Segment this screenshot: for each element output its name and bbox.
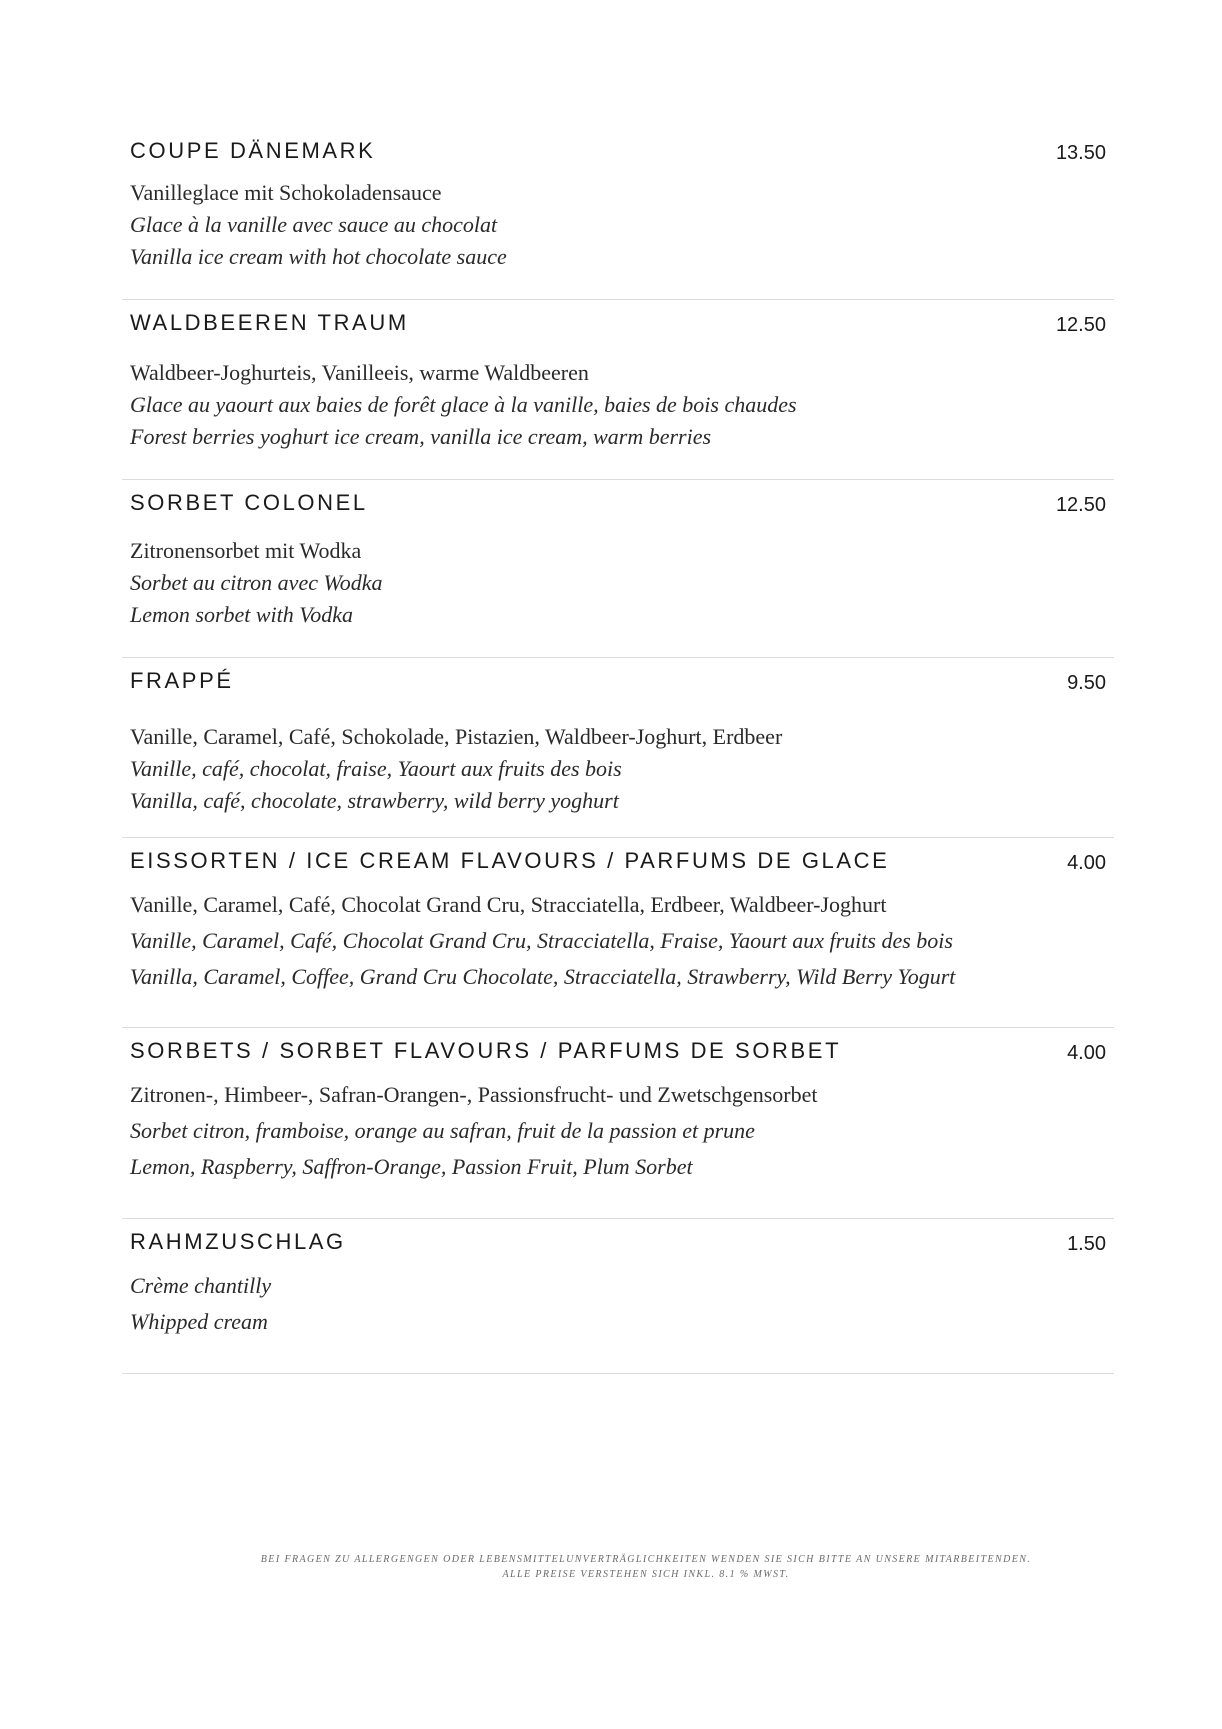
item-description-de: Vanille, Caramel, Café, Schokolade, Pistazien, Waldbeer-Joghurt, Erdbeer <box>130 724 783 749</box>
menu-item-sorbet-flavours <box>122 1028 1114 1219</box>
item-description-en: Vanilla, café, chocolate, strawberry, wild berry yoghurt <box>130 788 619 813</box>
allergen-footer <box>122 1552 1114 1582</box>
item-title: SORBETS / SORBET FLAVOURS / PARFUMS DE SORBET <box>130 1038 842 1063</box>
item-description-fr: Glace à la vanille avec sauce au chocolat <box>130 212 498 237</box>
footer-vat-note: ALLE PREISE VERSTEHEN SICH INKL. 8.1 % MWST. <box>502 1569 790 1580</box>
item-description-fr: Vanille, Caramel, Café, Chocolat Grand Cru, Stracciatella, Fraise, Yaourt aux fruits des bois <box>130 928 953 953</box>
item-title: EISSORTEN / ICE CREAM FLAVOURS / PARFUMS DE GLACE <box>130 848 890 873</box>
item-description-en: Vanilla ice cream with hot chocolate sauce <box>130 244 507 269</box>
menu-item-coupe-daenemark <box>122 128 1114 300</box>
footer-allergen-note: BEI FRAGEN ZU ALLERGENGEN ODER LEBENSMITTELUNVERTRÄGLICHKEITEN WENDEN SIE SICH BITTE AN UNSERE MITARBEITENDEN. <box>260 1554 1032 1565</box>
item-price: 12.50 <box>1055 314 1106 336</box>
item-title: RAHMZUSCHLAG <box>130 1229 346 1254</box>
menu-item-rahmzuschlag <box>122 1219 1114 1374</box>
item-price: 12.50 <box>1055 494 1106 516</box>
item-price: 13.50 <box>1055 142 1106 164</box>
menu-item-waldbeeren-traum <box>122 300 1114 480</box>
item-price: 9.50 <box>1067 672 1106 694</box>
item-description-de: Zitronensorbet mit Wodka <box>130 538 362 563</box>
item-price: 1.50 <box>1067 1233 1106 1255</box>
item-title: WALDBEEREN TRAUM <box>130 310 409 335</box>
item-description-en: Lemon sorbet with Vodka <box>130 602 354 627</box>
item-title: FRAPPÉ <box>130 668 234 693</box>
item-description-en: Whipped cream <box>130 1309 268 1334</box>
item-title: COUPE DÄNEMARK <box>130 138 376 163</box>
item-description-de: Vanilleglace mit Schokoladensauce <box>130 180 442 205</box>
menu-item-frappe <box>122 658 1114 838</box>
item-description-fr: Glace au yaourt aux baies de forêt glace à la vanille, baies de bois chaudes <box>130 392 797 417</box>
item-description-de: Waldbeer-Joghurteis, Vanilleeis, warme Waldbeeren <box>130 360 589 385</box>
item-description-en: Vanilla, Caramel, Coffee, Grand Cru Chocolate, Stracciatella, Strawberry, Wild Berry Yogurt <box>130 964 956 989</box>
menu-item-ice-cream-flavours <box>122 838 1114 1028</box>
item-description-de: Zitronen-, Himbeer-, Safran-Orangen-, Passionsfrucht- und Zwetschgensorbet <box>130 1082 818 1107</box>
item-description-en: Forest berries yoghurt ice cream, vanilla ice cream, warm berries <box>130 424 712 449</box>
item-description-en: Lemon, Raspberry, Saffron-Orange, Passion Fruit, Plum Sorbet <box>130 1154 693 1179</box>
item-price: 4.00 <box>1067 852 1106 874</box>
item-description-fr: Vanille, café, chocolat, fraise, Yaourt aux fruits des bois <box>130 756 622 781</box>
item-description-fr: Crème chantilly <box>130 1273 272 1298</box>
item-description-fr: Sorbet citron, framboise, orange au safran, fruit de la passion et prune <box>130 1118 755 1143</box>
item-description-fr: Sorbet au citron avec Wodka <box>130 570 383 595</box>
dessert-menu <box>122 128 1114 1374</box>
item-price: 4.00 <box>1067 1042 1106 1064</box>
item-title: SORBET COLONEL <box>130 490 368 515</box>
item-description-de: Vanille, Caramel, Café, Chocolat Grand Cru, Stracciatella, Erdbeer, Waldbeer-Joghurt <box>130 892 887 917</box>
menu-item-sorbet-colonel <box>122 480 1114 658</box>
